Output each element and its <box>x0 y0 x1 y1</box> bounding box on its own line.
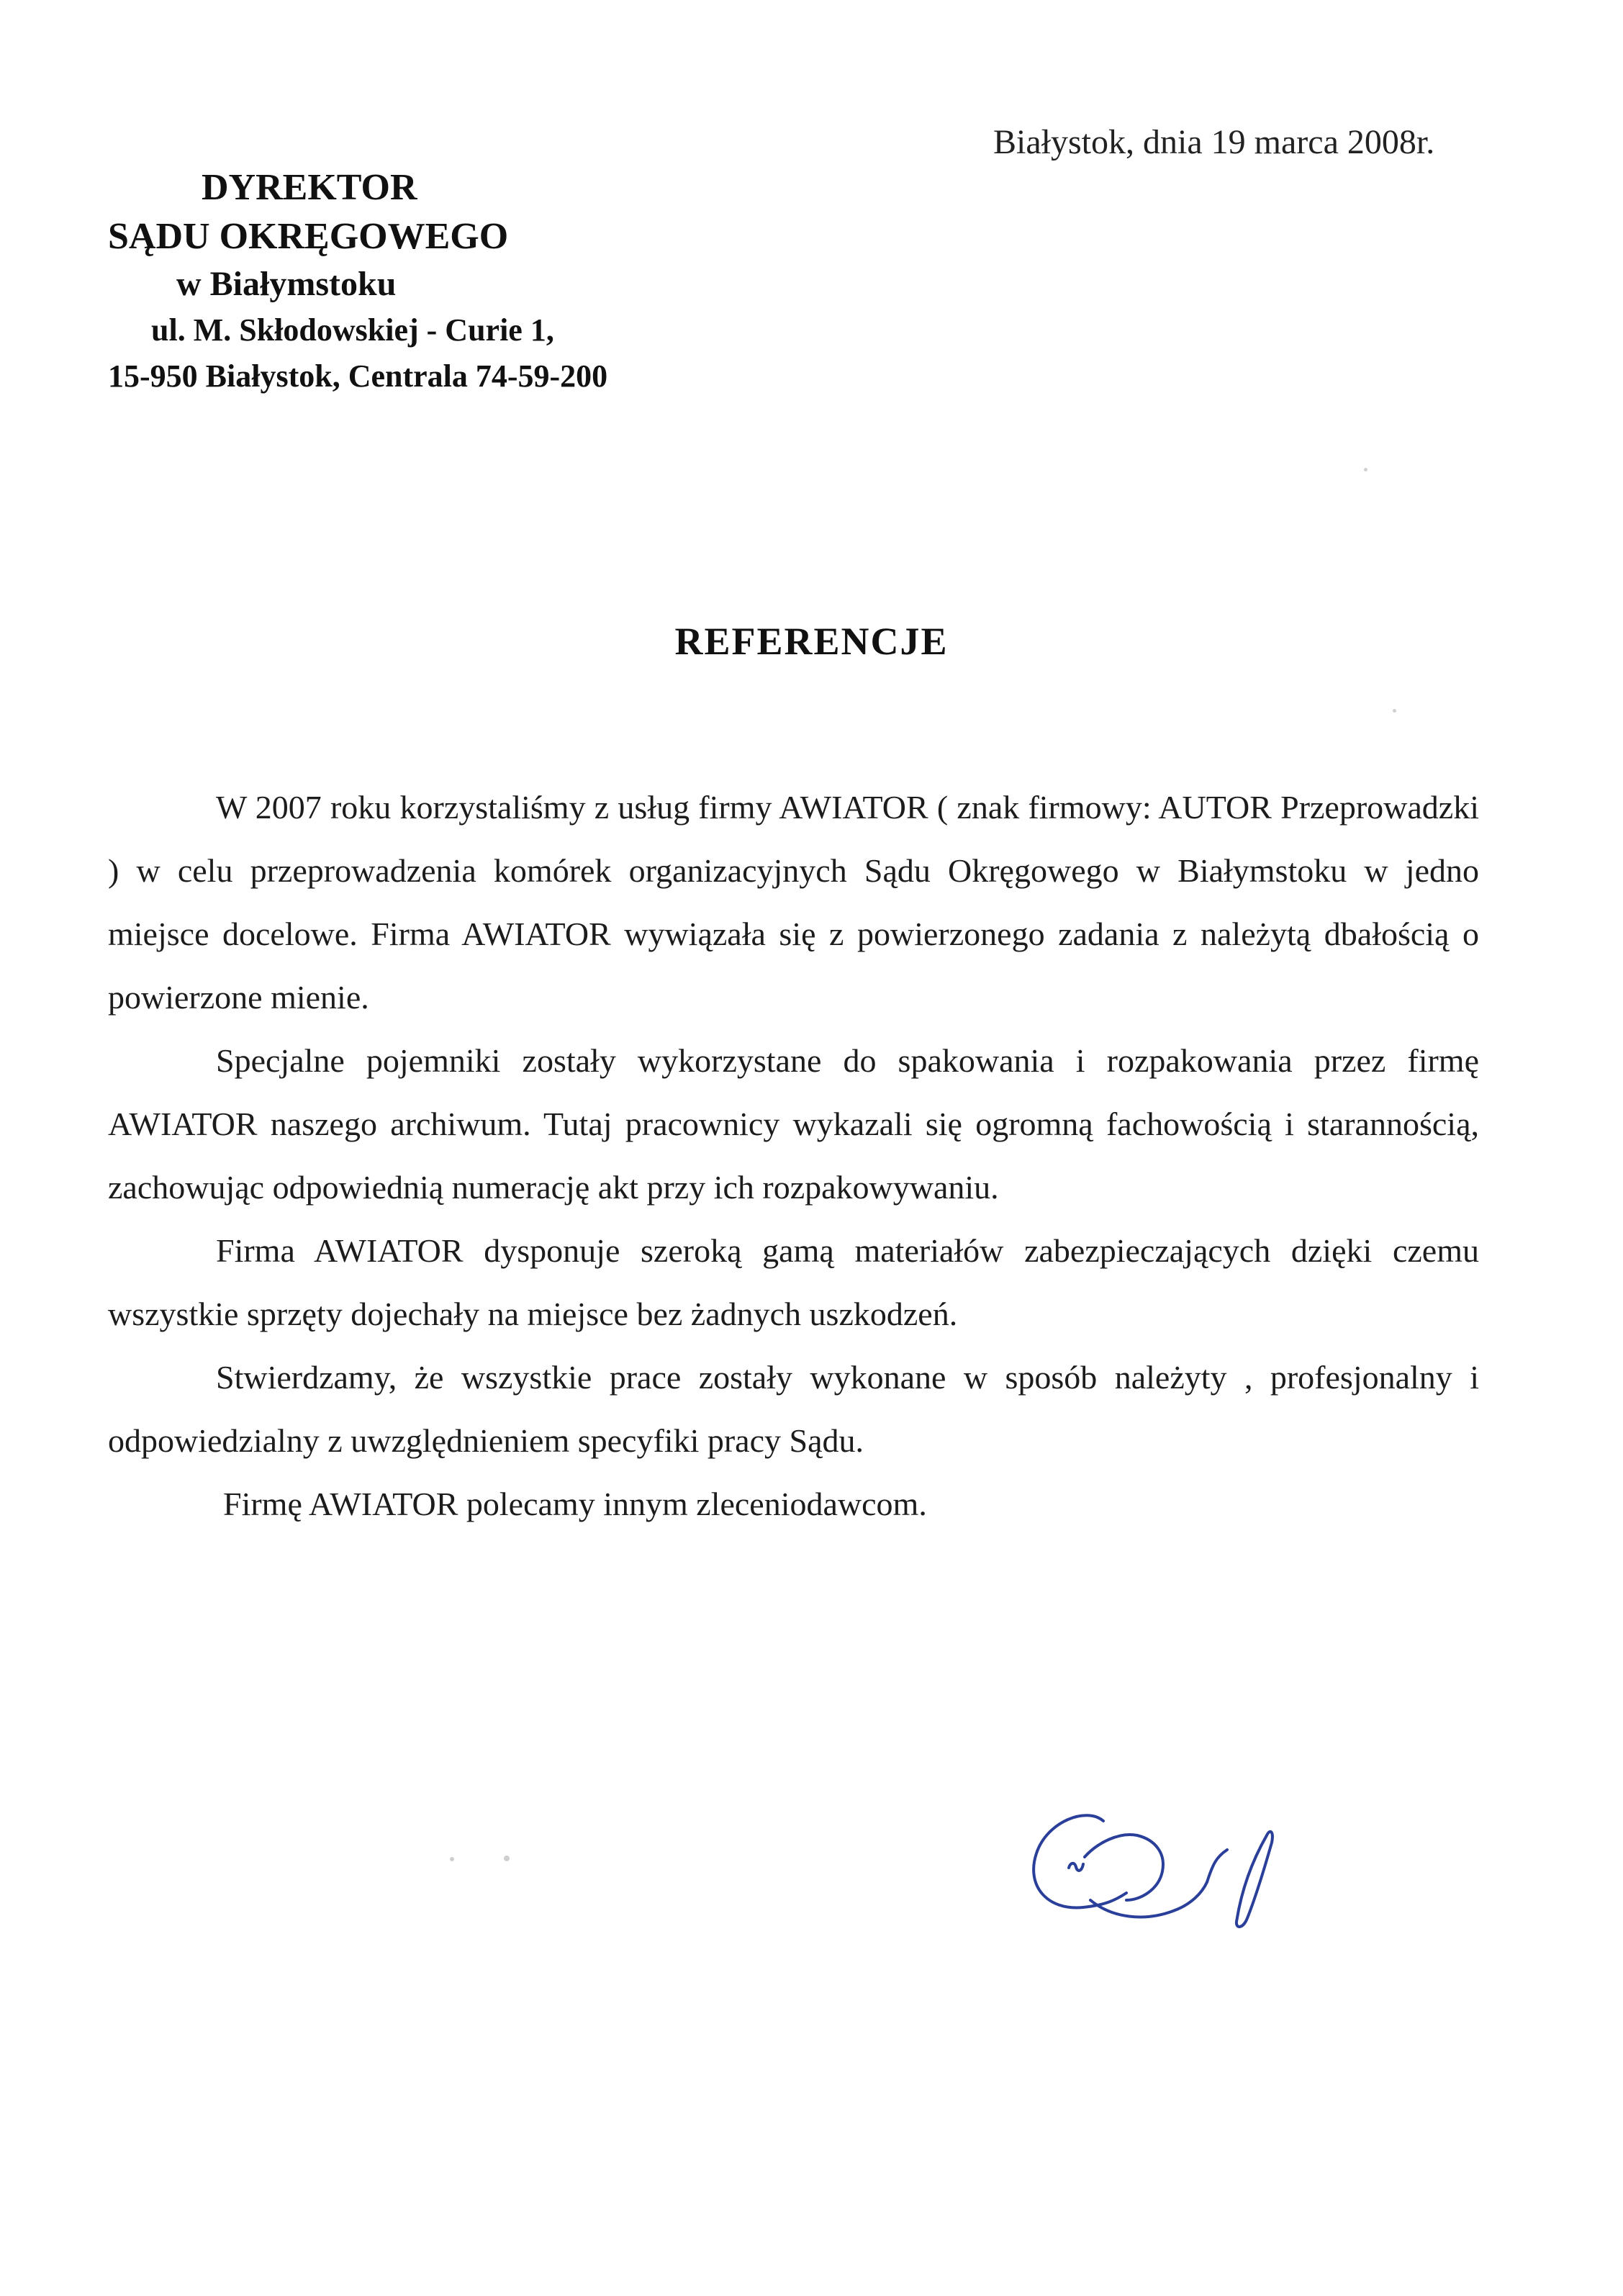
paragraph-2: Specjalne pojemniki zostały wykorzystane do spakowania i rozpakowania przez firmę AWIATOR naszego archiwum. Tutaj pracownicy wykazali się ogromną fachowością i starannością, zachowując odpowiednią numerację akt przy ich rozpakowywaniu. <box>108 1042 1479 1206</box>
scan-speck <box>450 1857 454 1861</box>
handwritten-signature <box>1018 1792 1306 1951</box>
letterhead-postal-phone: 15-950 Białystok, Centrala 74-59-200 <box>108 358 608 394</box>
document-title: REFERENCJE <box>674 620 949 663</box>
letterhead <box>108 169 684 392</box>
paragraph-4: Stwierdzamy, że wszystkie prace zostały wykonane w sposób należyty , profesjonalny i odpowiedzialny z uwzględnieniem specyfiki pracy Sądu. <box>108 1359 1479 1459</box>
paragraph-1: W 2007 roku korzystaliśmy z usług firmy AWIATOR ( znak firmowy: AUTOR Przeprowadzki ) w celu przeprowadzenia komórek organizacyjnych Sądu Okręgowego w Białymstoku w jedno miejsce docelowe. Firma AWIATOR wywiązała się z powierzonego zadania z należytą dbałością o powierzone mienie. <box>108 789 1479 1016</box>
paragraph-closing: Firmę AWIATOR polecamy innym zleceniodawcom. <box>223 1486 927 1522</box>
scan-speck <box>504 1856 510 1861</box>
letterhead-institution: SĄDU OKRĘGOWEGO <box>108 216 509 257</box>
paragraph-3: Firma AWIATOR dysponuje szeroką gamą materiałów zabezpieczających dzięki czemu wszystkie sprzęty dojechały na miejsce bez żadnych uszkodzeń. <box>108 1232 1479 1332</box>
letterhead-title: DYREKTOR <box>202 167 417 208</box>
letterhead-city: w Białymstoku <box>176 265 397 303</box>
scan-speck <box>1393 709 1396 713</box>
letter-date: Białystok, dnia 19 marca 2008r. <box>993 123 1435 161</box>
document-body <box>108 776 1479 1536</box>
scan-speck <box>1364 468 1367 471</box>
letterhead-street: ul. M. Skłodowskiej - Curie 1, <box>151 312 554 348</box>
